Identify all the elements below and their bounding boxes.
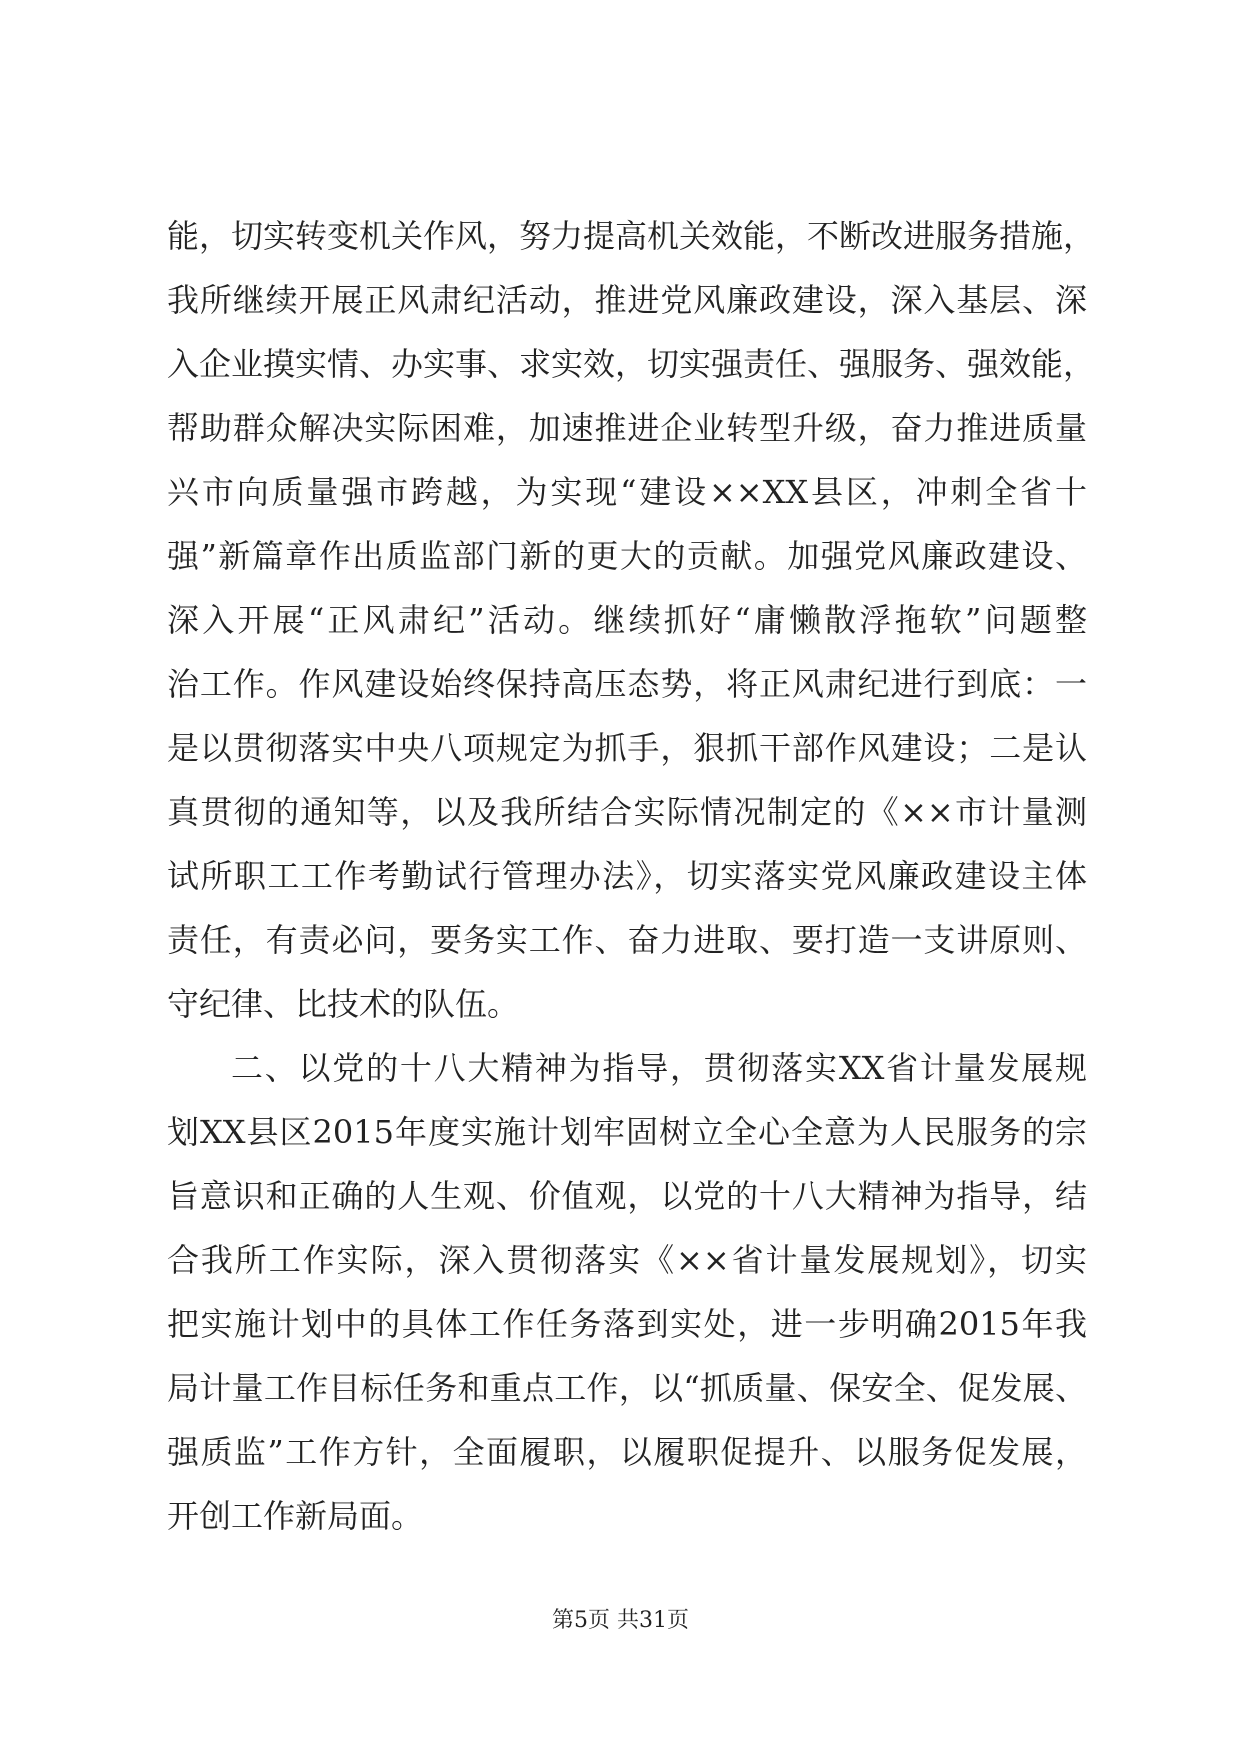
text-line: 合我所工作实际，深入贯彻落实《××省计量发展规划》，切实 [167,1241,1087,1279]
text-line: 划XX县区2015年度实施计划牢固树立全心全意为人民服务的宗 [167,1113,1087,1151]
text-line: 帮助群众解决实际困难，加速推进企业转型升级，奋力推进质量 [167,409,1087,447]
body-text [167,204,1096,1548]
text-line: 试所职工工作考勤试行管理办法》，切实落实党风廉政建设主体 [167,857,1087,895]
page-number-footer: 第5页 共31页 [552,1608,689,1633]
text-line: 治工作。作风建设始终保持高压态势，将正风肃纪进行到底：一 [167,665,1087,703]
text-line: 开创工作新局面。 [167,1497,424,1535]
text-line: 把实施计划中的具体工作任务落到实处，进一步明确2015年我 [167,1305,1087,1343]
text-line: 局计量工作目标任务和重点工作，以“抓质量、保安全、促发展、 [167,1369,1087,1407]
text-line: 强”新篇章作出质监部门新的更大的贡献。加强党风廉政建设、 [167,537,1087,575]
text-line: 是以贯彻落实中央八项规定为抓手，狠抓干部作风建设；二是认 [167,729,1087,767]
text-line: 守纪律、比技术的队伍。 [167,985,520,1023]
text-line: 旨意识和正确的人生观、价值观，以党的十八大精神为指导，结 [167,1177,1087,1215]
text-line: 兴市向质量强市跨越，为实现“建设××XX县区，冲刺全省十 [167,473,1087,511]
text-line: 责任，有责必问，要务实工作、奋力进取、要打造一支讲原则、 [167,921,1087,959]
text-line: 二、以党的十八大精神为指导，贯彻落实XX省计量发展规 [231,1049,1087,1087]
text-line: 能，切实转变机关作风，努力提高机关效能，不断改进服务措施， [167,217,1096,255]
text-line: 深入开展“正风肃纪”活动。继续抓好“庸懒散浮拖软”问题整 [167,601,1087,639]
text-line: 入企业摸实情、办实事、求实效，切实强责任、强服务、强效能， [167,345,1096,383]
text-line: 我所继续开展正风肃纪活动，推进党风廉政建设，深入基层、深 [167,281,1087,319]
text-line: 真贯彻的通知等，以及我所结合实际情况制定的《××市计量测 [167,793,1087,831]
text-line: 强质监”工作方针，全面履职，以履职促提升、以服务促发展， [167,1433,1087,1471]
